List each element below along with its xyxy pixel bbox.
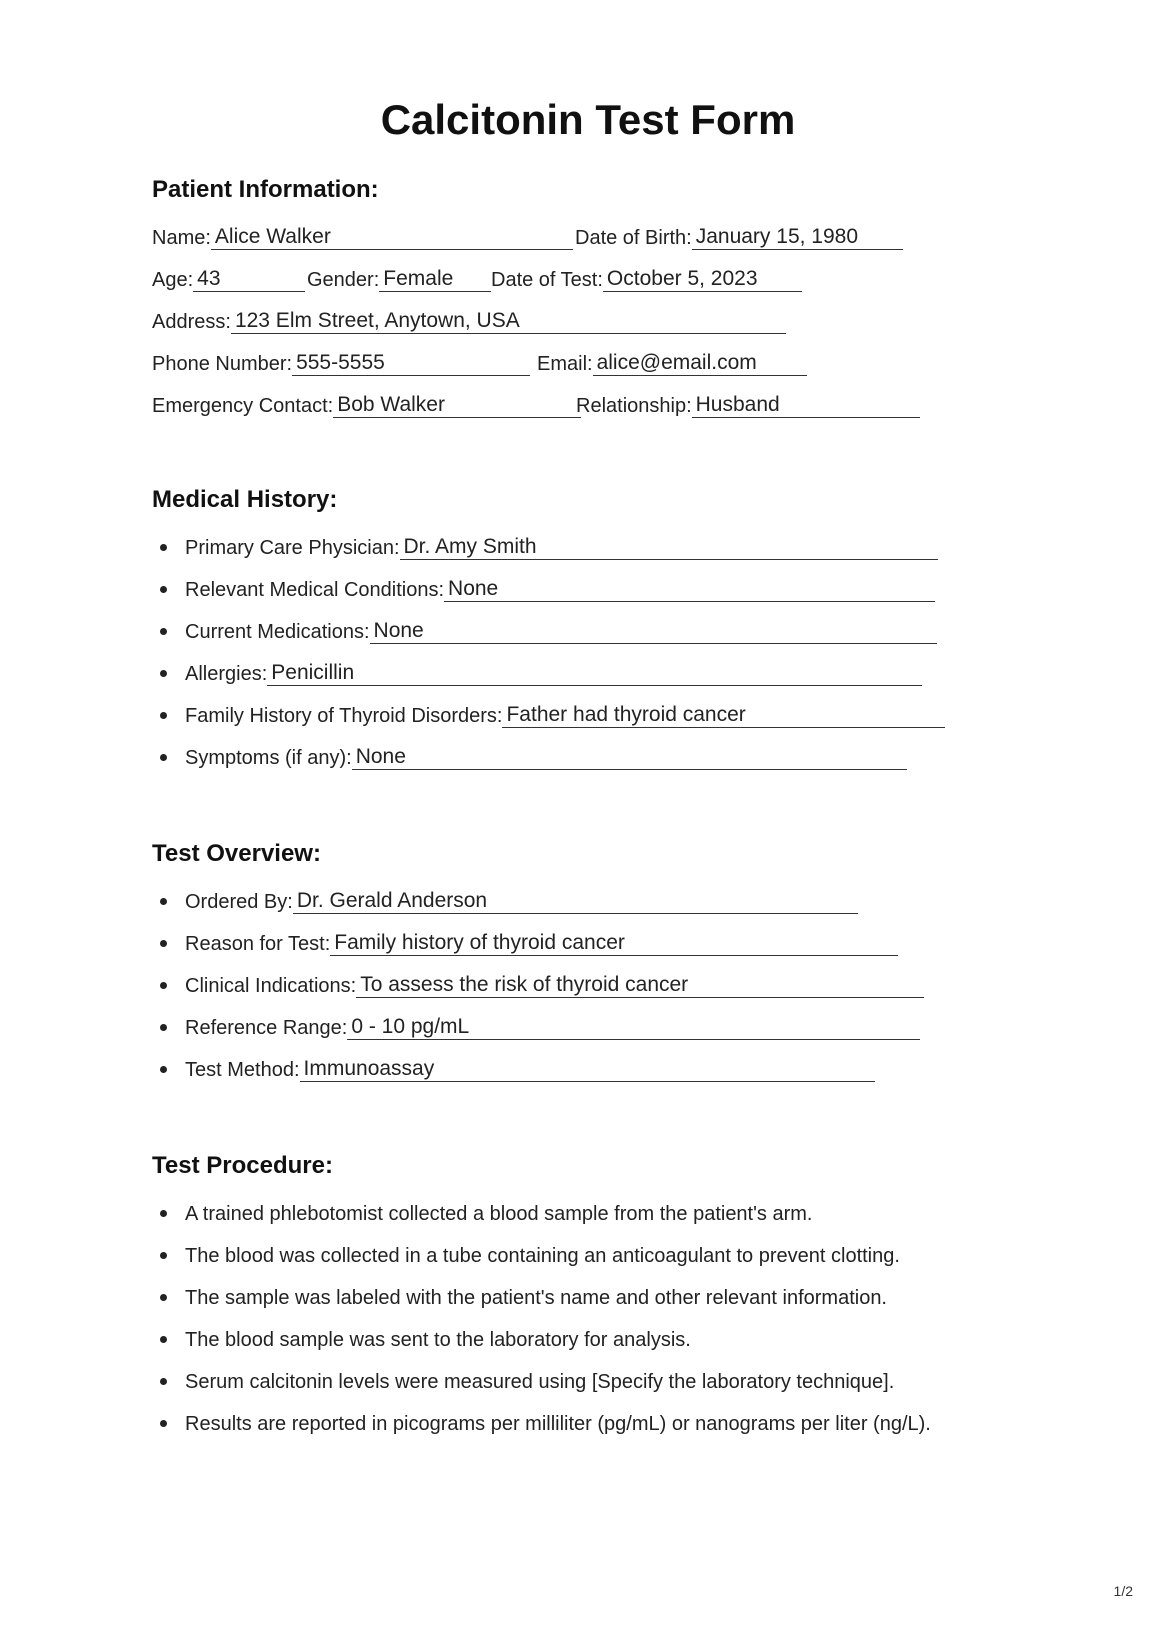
- name-label: Name:: [152, 227, 211, 249]
- age-label: Age:: [152, 269, 194, 291]
- form-title: Calcitonin Test Form: [380, 96, 796, 143]
- bullet-icon: [160, 670, 167, 677]
- symptoms-input[interactable]: None: [352, 744, 907, 770]
- email-label: Email:: [537, 353, 593, 375]
- physician-label: Primary Care Physician:: [185, 537, 400, 559]
- ordered-by-input[interactable]: Dr. Gerald Anderson: [293, 888, 858, 914]
- medical-history-heading: Medical History:: [152, 486, 338, 513]
- dob-input[interactable]: January 15, 1980: [692, 224, 903, 250]
- allergies-label: Allergies:: [185, 663, 268, 685]
- email-input[interactable]: alice@email.com: [593, 350, 807, 376]
- clinical-indications-label: Clinical Indications:: [185, 975, 357, 997]
- test-method-label: Test Method:: [185, 1059, 300, 1081]
- procedure-step-text: Results are reported in picograms per milliliter (pg/mL) or nanograms per liter (ng/L).: [185, 1413, 931, 1435]
- bullet-icon: [160, 940, 167, 947]
- address-label: Address:: [152, 311, 231, 333]
- medications-label: Current Medications:: [185, 621, 370, 643]
- patient-info-heading: Patient Information:: [152, 176, 379, 203]
- phone-field: [152, 350, 530, 376]
- gender-label: Gender:: [307, 269, 380, 291]
- procedure-step-text: The sample was labeled with the patient's name and other relevant information.: [185, 1287, 887, 1309]
- date-of-test-label: Date of Test:: [491, 269, 603, 291]
- bullet-icon: [160, 1210, 167, 1217]
- emergency-contact-label: Emergency Contact:: [152, 395, 334, 417]
- physician-input[interactable]: Dr. Amy Smith: [400, 534, 938, 560]
- name-field: [152, 224, 573, 250]
- conditions-input[interactable]: None: [444, 576, 935, 602]
- address-field: [152, 308, 786, 334]
- bullet-icon: [160, 1420, 167, 1427]
- bullet-icon: [160, 1066, 167, 1073]
- test-method-input[interactable]: Immunoassay: [300, 1056, 875, 1082]
- allergies-input[interactable]: Penicillin: [267, 660, 922, 686]
- reason-label: Reason for Test:: [185, 933, 331, 955]
- family-history-label: Family History of Thyroid Disorders:: [185, 705, 503, 727]
- age-input[interactable]: 43: [193, 266, 305, 292]
- bullet-icon: [160, 544, 167, 551]
- relationship-label: Relationship:: [576, 395, 692, 417]
- test-overview-heading: Test Overview:: [152, 840, 321, 867]
- conditions-label: Relevant Medical Conditions:: [185, 579, 445, 601]
- bullet-icon: [160, 1378, 167, 1385]
- date-of-test-field: [491, 266, 802, 292]
- symptoms-label: Symptoms (if any):: [185, 747, 352, 769]
- gender-input[interactable]: Female: [379, 266, 491, 292]
- email-field: [537, 350, 807, 376]
- procedure-step-text: The blood was collected in a tube containing an anticoagulant to prevent clotting.: [185, 1245, 900, 1267]
- reason-input[interactable]: Family history of thyroid cancer: [330, 930, 898, 956]
- emergency-contact-input[interactable]: Bob Walker: [333, 392, 581, 418]
- date-of-test-input[interactable]: October 5, 2023: [603, 266, 802, 292]
- clinical-indications-input[interactable]: To assess the risk of thyroid cancer: [356, 972, 924, 998]
- reference-range-input[interactable]: 0 - 10 pg/mL: [347, 1014, 920, 1040]
- phone-input[interactable]: 555-5555: [292, 350, 530, 376]
- bullet-icon: [160, 1294, 167, 1301]
- emergency-contact-field: [152, 392, 581, 418]
- address-input[interactable]: 123 Elm Street, Anytown, USA: [231, 308, 786, 334]
- bullet-icon: [160, 1252, 167, 1259]
- phone-label: Phone Number:: [152, 353, 293, 375]
- age-field: [152, 266, 305, 292]
- relationship-field: [576, 392, 920, 418]
- name-input[interactable]: Alice Walker: [211, 224, 573, 250]
- bullet-icon: [160, 982, 167, 989]
- bullet-icon: [160, 754, 167, 761]
- procedure-step-text: A trained phlebotomist collected a blood sample from the patient's arm.: [185, 1203, 813, 1225]
- bullet-icon: [160, 586, 167, 593]
- bullet-icon: [160, 1336, 167, 1343]
- bullet-icon: [160, 898, 167, 905]
- dob-field: [575, 224, 903, 250]
- test-procedure-heading: Test Procedure:: [152, 1152, 333, 1179]
- family-history-input[interactable]: Father had thyroid cancer: [502, 702, 945, 728]
- bullet-icon: [160, 628, 167, 635]
- ordered-by-label: Ordered By:: [185, 891, 293, 913]
- dob-label: Date of Birth:: [575, 227, 692, 249]
- bullet-icon: [160, 1024, 167, 1031]
- procedure-step-text: The blood sample was sent to the laboratory for analysis.: [185, 1329, 691, 1351]
- medications-input[interactable]: None: [370, 618, 937, 644]
- reference-range-label: Reference Range:: [185, 1017, 348, 1039]
- page-number: 1/2: [1113, 1583, 1133, 1599]
- relationship-input[interactable]: Husband: [692, 392, 920, 418]
- gender-field: [307, 266, 491, 292]
- procedure-step-text: Serum calcitonin levels were measured using [Specify the laboratory technique].: [185, 1371, 895, 1393]
- bullet-icon: [160, 712, 167, 719]
